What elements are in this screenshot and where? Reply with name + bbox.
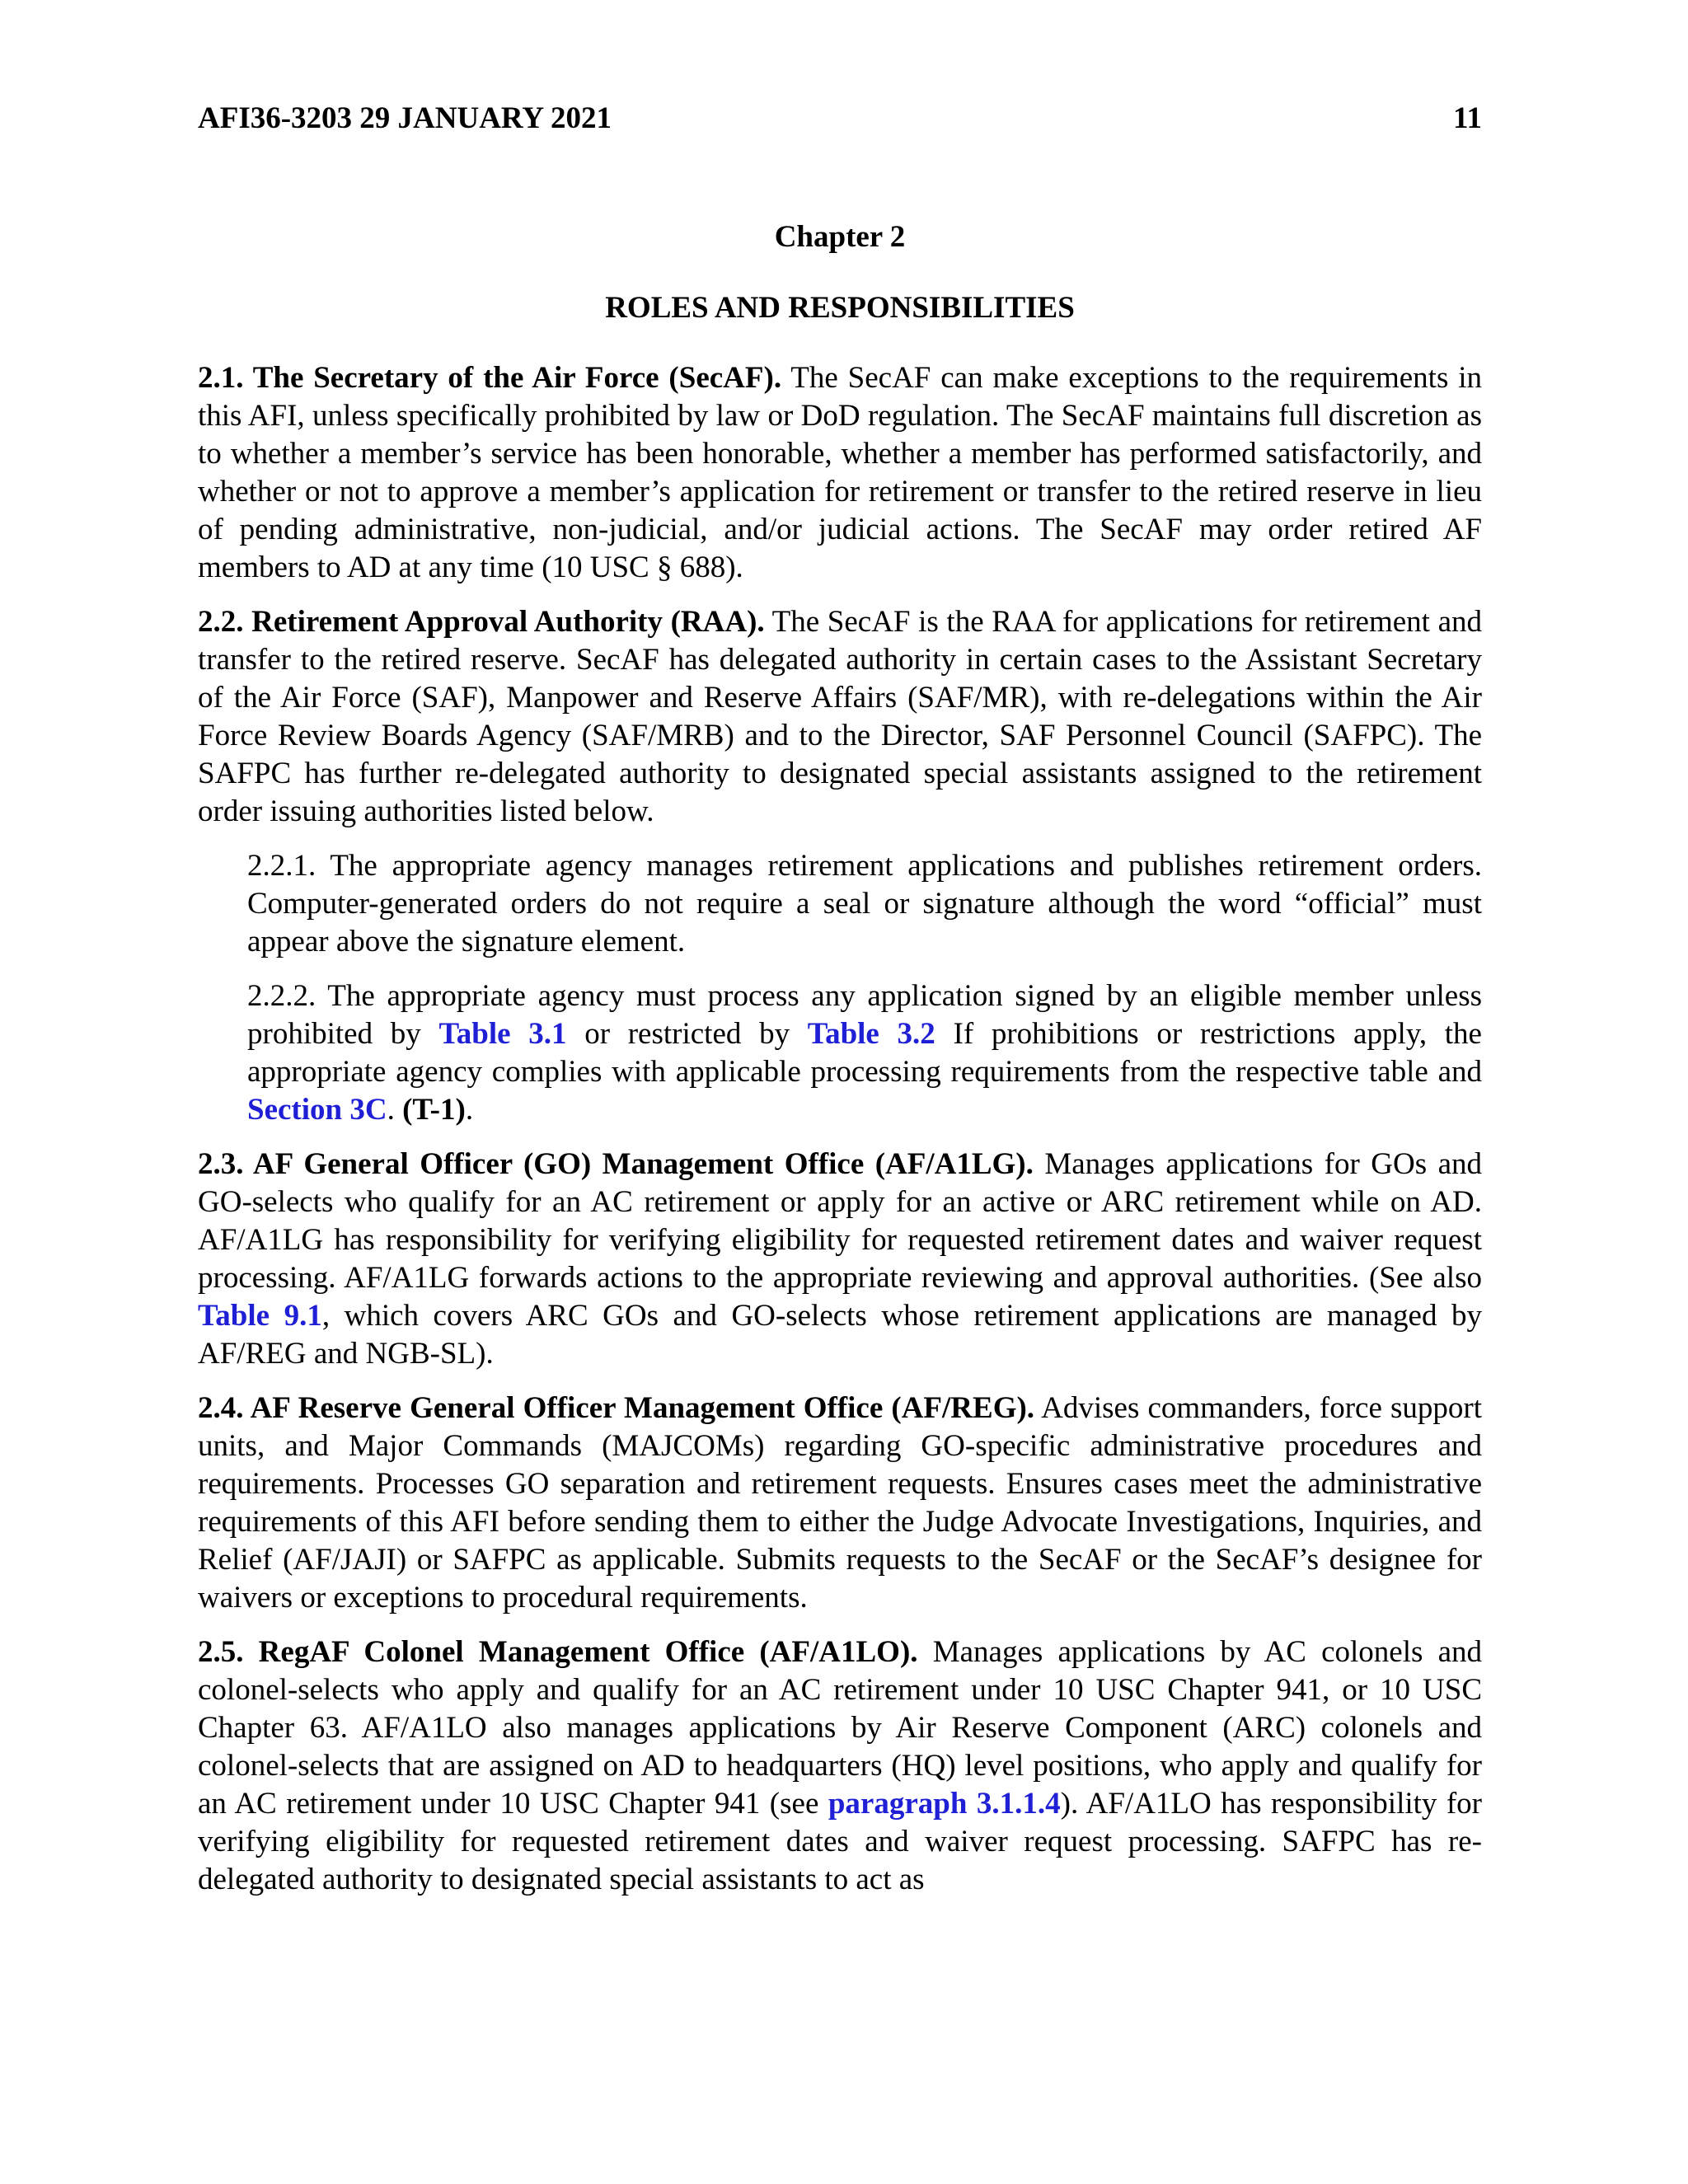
paragraph-2-4 xyxy=(198,1390,1482,1617)
paragraph-text: If prohibitions or restrictions apply, the appropriate agency complies with applicable processing requirements from the respective table and xyxy=(247,1017,1482,1089)
paragraph-text: Manages applications by AC colonels and colonel-selects who apply and qualify for an AC retirement under 10 USC Chapter 941, or 10 USC Chapter 63. AF/A1LO also manages applications by Air Reserve Component (ARC) colonels and colonel-selects that are assigned on AD to headquarters (HQ) level positions, who apply and qualify for an AC retirement under 10 USC Chapter 941 (see xyxy=(198,1635,1483,1821)
paragraph-2-5 xyxy=(198,1633,1482,1899)
section-heading-2-2: 2.2. Retirement Approval Authority (RAA). xyxy=(198,605,765,639)
paragraph-text: , which covers ARC GOs and GO-selects whose retirement applications are managed by AF/REG and NGB-SL). xyxy=(198,1299,1482,1371)
section-heading-2-1: 2.1. The Secretary of the Air Force (SecAF). xyxy=(198,361,782,395)
paragraph-text: or restricted by xyxy=(566,1017,808,1051)
paragraph-text: The SecAF can make exceptions to the requirements in this AFI, unless specifically prohibited by law or DoD regulation. The SecAF maintains full discretion as to whether a member’s service has been honorable, whether a member has performed satisfactorily, and whether or not to approve a member’s application for retirement or transfer to the retired reserve in lieu of pending administrative, non-judicial, and/or judicial actions. The SecAF may order retired AF members to AD at any time (10 USC § 688). xyxy=(198,361,1483,584)
paragraph-2-2-2 xyxy=(247,977,1482,1129)
paragraph-text: Advises commanders, force support units, and Major Commands (MAJCOMs) regarding GO-specific administrative procedures and requirements. Processes GO separation and retirement requests. Ensures cases meet the administrative requirements of this AFI before sending them to either the Judge Advocate Investigations, Inquiries, and Relief (AF/JAJI) or SAFPC as applicable. Submits requests to the SecAF or the SecAF’s designee for waivers or exceptions to procedural requirements. xyxy=(198,1391,1482,1615)
link-table-3-1[interactable]: Table 3.1 xyxy=(438,1017,567,1051)
document-id: AFI36-3203 29 JANUARY 2021 xyxy=(198,101,612,135)
paragraph-2-1 xyxy=(198,359,1482,587)
paragraph-2-3 xyxy=(198,1146,1482,1373)
link-table-3-2[interactable]: Table 3.2 xyxy=(807,1017,935,1051)
chapter-title: ROLES AND RESPONSIBILITIES xyxy=(605,291,1075,325)
chapter-label: Chapter 2 xyxy=(774,220,906,254)
paragraph-text: . xyxy=(387,1093,403,1127)
link-section-3c[interactable]: Section 3C xyxy=(247,1093,387,1127)
document-body xyxy=(198,359,1482,1915)
page-number: 11 xyxy=(1453,101,1482,135)
paragraph-text: The SecAF is the RAA for applications for retirement and transfer to the retired reserve. SecAF has delegated authority in certain cases to the Assistant Secretary of the Air Force (SAF), Manpower and Reserve Affairs (SAF/MR), with re-delegations within the Air Force Review Boards Agency (SAF/MRB) and to the Director, SAF Personnel Council (SAFPC). The SAFPC has further re-delegated authority to designated special assistants assigned to the retirement order issuing authorities listed below. xyxy=(198,605,1482,828)
section-heading-2-3: 2.3. AF General Officer (GO) Management Office (AF/A1LG). xyxy=(198,1147,1034,1181)
section-heading-2-4: 2.4. AF Reserve General Officer Management Office (AF/REG). xyxy=(198,1391,1035,1425)
link-table-9-1[interactable]: Table 9.1 xyxy=(198,1299,322,1333)
paragraph-text: ). AF/A1LO has responsibility for verifying eligibility for requested retirement dates and waiver request processing. SAFPC has re-delegated authority to designated special assistants to act as xyxy=(198,1787,1483,1896)
paragraph-text: . xyxy=(465,1093,474,1127)
paragraph-text: Manages applications for GOs and GO-selects who qualify for an AC retirement or apply for an active or ARC retirement while on AD. AF/A1LG has responsibility for verifying eligibility for requested retirement dates and waiver request processing. AF/A1LG forwards actions to the appropriate reviewing and approval authorities. (See also xyxy=(198,1147,1482,1295)
paragraph-2-2 xyxy=(198,603,1482,831)
paragraph-text: 2.2.1. The appropriate agency manages retirement applications and publishes retirement orders. Computer-generated orders do not require a seal or signature although the word “official” must appear above the signature element. xyxy=(247,849,1482,958)
tier-label: (T-1) xyxy=(402,1093,466,1127)
paragraph-2-2-1 xyxy=(247,847,1482,961)
link-paragraph-3-1-1-4[interactable]: paragraph 3.1.1.4 xyxy=(828,1787,1061,1821)
paragraph-text: 2.2.2. The appropriate agency must process any application signed by an eligible member unless prohibited by xyxy=(247,979,1482,1051)
section-heading-2-5: 2.5. RegAF Colonel Management Office (AF/A1LO). xyxy=(198,1635,918,1669)
